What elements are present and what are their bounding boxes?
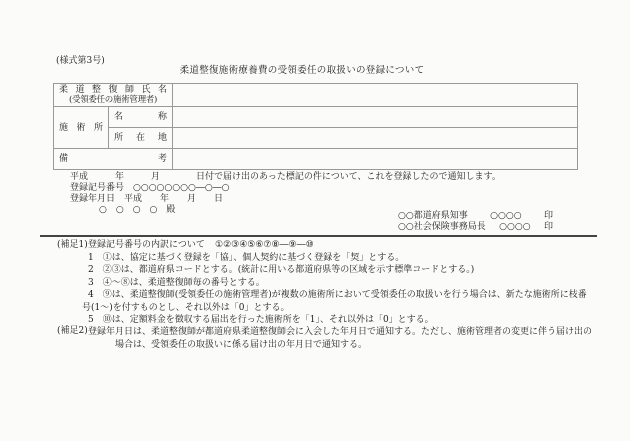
governor-title: ○○都道府県知事 bbox=[398, 211, 468, 221]
clinic-label-cell bbox=[54, 107, 109, 149]
bureau-chief-seal: 印 bbox=[543, 221, 553, 232]
note2-label: (補足2) bbox=[57, 326, 88, 336]
clinic-name-label: 名 称 bbox=[114, 112, 168, 122]
governor-signature-row bbox=[398, 211, 553, 222]
clinic-name-field bbox=[173, 107, 578, 128]
governor-seal: 印 bbox=[543, 211, 553, 221]
remarks-label-cell bbox=[54, 149, 173, 170]
document-title: 柔道整復施術療養費の受領委任の取扱いの登録について bbox=[179, 65, 425, 76]
signature-block bbox=[398, 211, 553, 232]
bureau-chief-name: ○○○○ bbox=[499, 221, 531, 232]
governor-name: ○○○○ bbox=[490, 211, 522, 221]
divider-rule bbox=[40, 235, 597, 237]
form-number-label: (様式第3号) bbox=[56, 56, 105, 66]
note1-item-2: 2 ②③は、都道府県コードとする。(統計に用いる都道府県等の区域を示す標準コードとする。) bbox=[88, 265, 475, 275]
bureau-chief-signature-row bbox=[398, 222, 553, 233]
registration-date-line: 登録年月日 平成 年 月 日 bbox=[70, 194, 224, 204]
note1-item-1: 1 ①は、協定に基づく登録を「協」、個人契約に基づく登録を「契」とする。 bbox=[88, 253, 405, 263]
clinic-address-field bbox=[173, 128, 578, 149]
practitioner-name-label-cell bbox=[54, 84, 173, 107]
note1-item-4: 4 ⑨は、柔道整復師(受領委任の施術管理者)が複数の施術所において受領委任の取扱いを行う場合は、新たな施術所に枝番号(1～)を付すものとし、それ以外は「0」とする。 bbox=[82, 290, 587, 313]
clinic-name-label-cell bbox=[109, 107, 173, 128]
registration-number-line: 登録記号番号 ○○○○○○○○―○―○ bbox=[70, 183, 230, 193]
practitioner-name-sublabel: (受領委任の施術管理者) bbox=[68, 95, 158, 105]
clinic-label: 施 術 所 bbox=[59, 122, 103, 133]
note1-code: ①②③④⑤⑥⑦⑧―⑨―⑩ bbox=[215, 240, 314, 250]
practitioner-name-field bbox=[173, 84, 578, 107]
remarks-field bbox=[173, 149, 578, 170]
bureau-chief-title: ○○社会保険事務局長 bbox=[398, 221, 486, 232]
clinic-address-label: 所 在 地 bbox=[114, 133, 168, 143]
note2-text: 登録年月日は、柔道整復師が都道府県柔道整復師会に入会した年月日で通知する。ただし、施術管理者の変更に伴う届け出の場合は、受領委任の取扱いに係る届け出の年月日で通知する。 bbox=[88, 327, 593, 350]
note1-title: 登録記号番号の内訳について bbox=[88, 240, 205, 250]
note1-item-5: 5 ⑩は、定額料金を徴収する届出を行った施術所を「1」、それ以外は「0」とする。 bbox=[88, 315, 434, 325]
registration-table bbox=[53, 83, 578, 170]
addressee-line: ○ ○ ○ ○ 殿 bbox=[99, 205, 176, 215]
notification-line: 平成 年 月 日付で届け出のあった標記の件について、これを登録したので通知します。 bbox=[70, 172, 501, 182]
clinic-address-label-cell bbox=[109, 128, 173, 149]
practitioner-name-label: 柔 道 整 復 師 氏 名 bbox=[59, 85, 168, 95]
note1-item-3: 3 ④～⑧は、柔道整復師毎の番号とする。 bbox=[88, 278, 265, 288]
note1-label: (補足1) bbox=[57, 240, 88, 250]
remarks-label: 備 考 bbox=[59, 154, 168, 164]
